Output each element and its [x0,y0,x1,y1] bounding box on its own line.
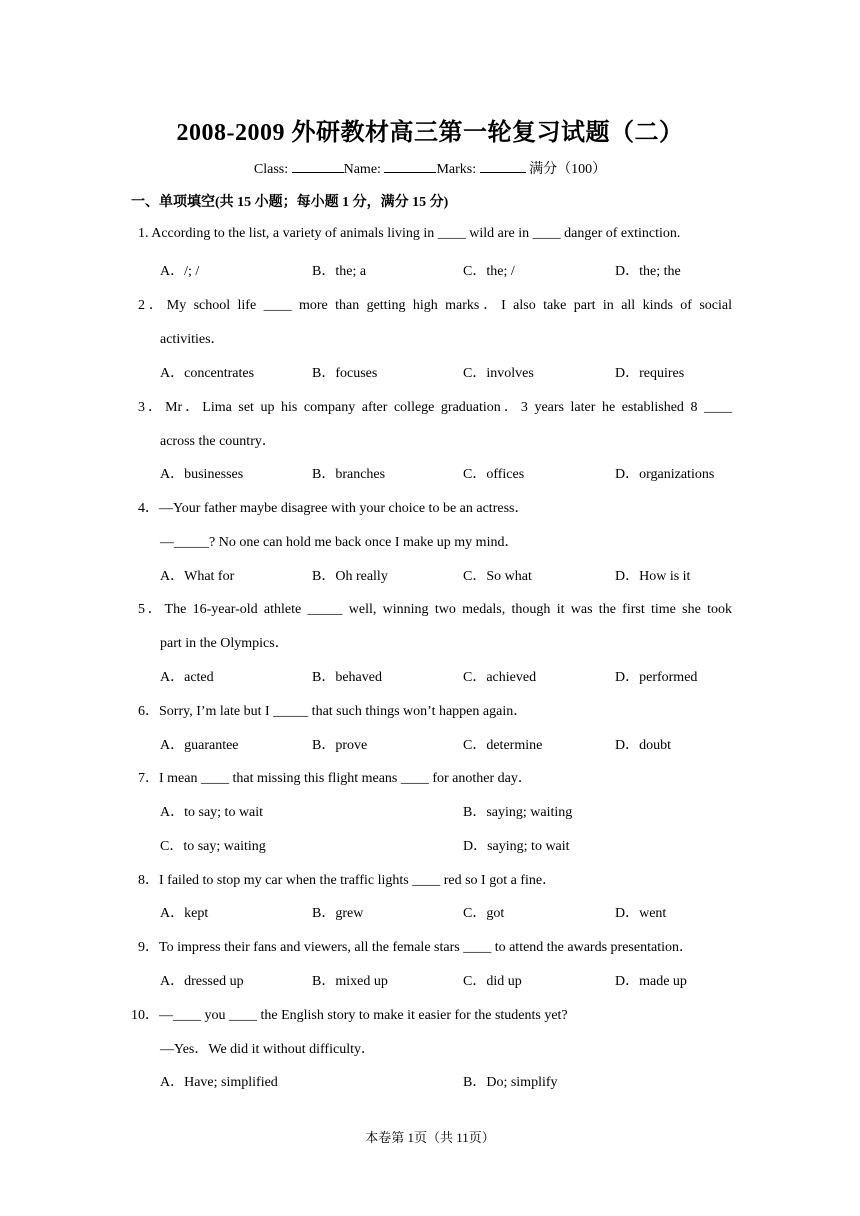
q4-option-d: D．How is it [615,569,691,584]
name-blank [384,160,436,173]
q1-option-c: C．the; / [463,264,515,279]
q7-option-a: A．to say; to wait [160,805,264,820]
question-3-text-cont: across the country． [160,434,276,449]
q3-option-a: A．businesses [160,467,244,482]
q1-option-b: B．the; a [312,264,367,279]
q7-option-b: B．saying; waiting [463,805,573,820]
q2-option-b: B．focuses [312,366,378,381]
question-4-text-cont: —_____? No one can hold me back once I make up my mind． [160,535,519,550]
question-10-text: 10．—____ you ____ the English story to make it easier for the students yet? [131,1008,568,1023]
question-2-text: 2．My school life ____ more than getting high marks．I also take part in all kinds of social [138,298,732,313]
q9-option-d: D．made up [615,974,687,989]
q2-option-d: D．requires [615,366,685,381]
q7-option-c: C．to say; waiting [160,839,266,854]
class-blank [292,160,344,173]
q10-option-a: A．Have; simplified [160,1075,278,1090]
q9-option-c: C．did up [463,974,522,989]
q6-option-b: B．prove [312,738,368,753]
question-9-text: 9．To impress their fans and viewers, all the female stars ____ to attend the awards presentation． [138,940,693,955]
question-2-text-cont: activities． [160,332,225,347]
q10-option-b: B．Do; simplify [463,1075,558,1090]
q2-option-c: C．involves [463,366,534,381]
question-6-text: 6．Sorry, I’m late but I _____ that such things won’t happen again． [138,704,528,719]
q4-option-c: C．So what [463,569,532,584]
q3-option-b: B．branches [312,467,386,482]
q5-option-b: B．behaved [312,670,382,685]
q8-option-a: A．kept [160,906,209,921]
question-8-text: 8．I failed to stop my car when the traffic lights ____ red so I got a fine． [138,873,557,888]
section-heading: 一、单项填空(共 15 小题；每小题 1 分，满分 15 分) [131,195,449,210]
q8-option-b: B．grew [312,906,364,921]
question-4-text: 4．—Your father maybe disagree with your choice to be an actress． [138,501,529,516]
student-info-line [0,158,860,178]
question-3-text: 3．Mr．Lima set up his company after college graduation．3 years later he established 8 ____ [138,400,732,415]
q3-option-c: C．offices [463,467,525,482]
marks-blank [480,160,526,173]
q1-option-a: A．/; / [160,264,200,279]
q3-option-d: D．organizations [615,467,715,482]
marks-label: Marks: [436,162,477,177]
q5-option-d: D．performed [615,670,698,685]
q6-option-a: A．guarantee [160,738,239,753]
q1-option-d: D．the; the [615,264,681,279]
question-5-text: 5．The 16-year-old athlete _____ well, winning two medals, though it was the first time she took [138,602,732,617]
page-title: 2008-2009 外研教材高三第一轮复习试题（二） [176,120,684,146]
q4-option-b: B．Oh really [312,569,388,584]
question-5-text-cont: part in the Olympics． [160,636,289,651]
q9-option-b: B．mixed up [312,974,388,989]
q6-option-c: C．determine [463,738,543,753]
name-label: Name: [343,162,381,177]
q5-option-a: A．acted [160,670,214,685]
question-1-text: 1. According to the list, a variety of animals living in ____ wild are in ____ danger of extinction. [138,226,681,241]
page-footer: 本卷第 1页（共 11页） [365,1130,495,1145]
q7-option-d: D．saying; to wait [463,839,570,854]
q6-option-d: D．doubt [615,738,671,753]
full-score: 满分（100） [529,162,607,177]
q2-option-a: A．concentrates [160,366,255,381]
question-10-text-cont: —Yes．We did it without difficulty． [160,1042,375,1057]
q9-option-a: A．dressed up [160,974,244,989]
question-7-text: 7．I mean ____ that missing this flight means ____ for another day． [138,771,532,786]
q8-option-c: C．got [463,906,505,921]
class-label: Class: [253,162,289,177]
q4-option-a: A．What for [160,569,235,584]
q5-option-c: C．achieved [463,670,537,685]
q8-option-d: D．went [615,906,667,921]
